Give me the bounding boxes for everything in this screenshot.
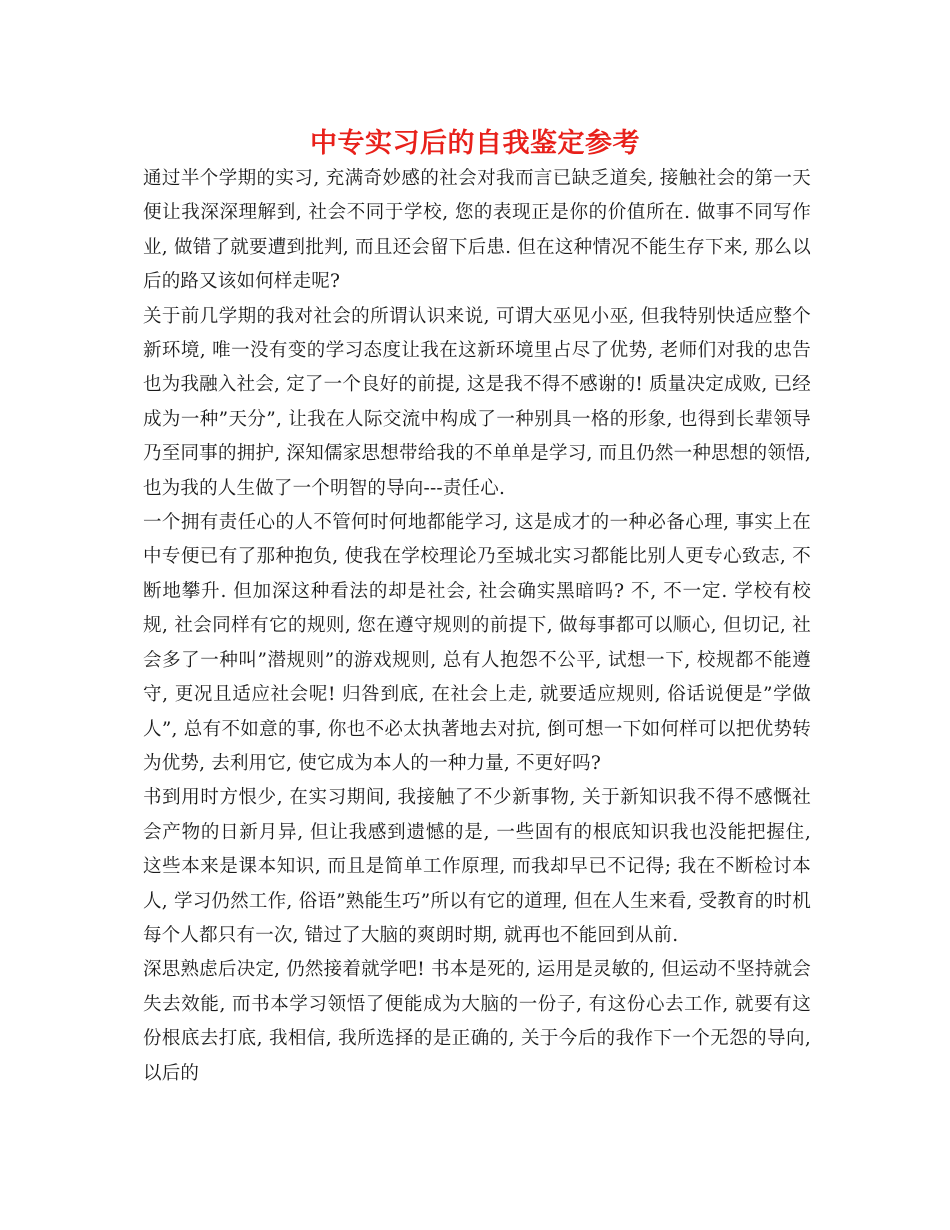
paragraph-3: 一个拥有责任心的人不管何时何地都能学习, 这是成才的一种必备心理, 事实上在中专便已有了那种抱负, 使我在学校理论乃至城北实习都能比别人更专心致志, 不断地攀升. 但加深这种看法的却是社会, 社会确实黑暗吗? 不, 不一定. 学校有校规, 社会同样有它的规则, 您在遵守规则的前提下, 做每事都可以顺心, 但切记, 社会多了一种叫”潜规则”的游戏规则, 总有人抱怨不公平, 试想一下, 校规都不能遵守, 更况且适应社会呢! 归咎到底, 在社会上走, 就要适应规则, 俗话说便是”学做人”, 总有不如意的事, 你也不必太执著地去对抗, 倒可想一下如何样可以把优势转为优势, 去利用它, 使它成为本人的一种力量, 不更好吗? [143,512,811,774]
document-body [143,162,811,1091]
paragraph-4: 书到用时方恨少, 在实习期间, 我接触了不少新事物, 关于新知识我不得不感慨社会产物的日新月异, 但让我感到遗憾的是, 一些固有的根底知识我也没能把握住, 这些本来是课本知识, 而且是简单工作原理, 而我却早已不记得; 我在不断检讨本人, 学习仍然工作, 俗语”熟能生巧”所以有它的道理, 但在人生来看, 受教育的时机每个人都只有一次, 错过了大脑的爽朗时期, 就再也不能回到从前. [143,787,811,946]
document-title: 中专实习后的自我鉴定参考 [310,128,640,159]
paragraph-2: 关于前几学期的我对社会的所谓认识来说, 可谓大巫见小巫, 但我特别快适应整个新环境, 唯一没有变的学习态度让我在这新环境里占尽了优势, 老师们对我的忠告也为我融入社会, 定了一个良好的前提, 这是我不得不感谢的! 质量决定成败, 已经成为一种”天分”, 让我在人际交流中构成了一种别具一格的形象, 也得到长辈领导乃至同事的拥护, 深知儒家思想带给我的不单单是学习, 而且仍然一种思想的领悟, 也为我的人生做了一个明智的导向---责任心. [143,305,811,499]
paragraph-5: 深思熟虑后决定, 仍然接着就学吧! 书本是死的, 运用是灵敏的, 但运动不坚持就会失去效能, 而书本学习领悟了便能成为大脑的一份子, 有这份心去工作, 就要有这份根底去打底, 我相信, 我所选择的是正确的, 关于今后的我作下一个无怨的导向, 以后的 [143,959,811,1084]
paragraph-1: 通过半个学期的实习, 充满奇妙感的社会对我而言已缺乏道矣, 接触社会的第一天便让我深深理解到, 社会不同于学校, 您的表现正是你的价值所在. 做事不同写作业, 做错了就要遭到批判, 而且还会留下后患. 但在这种情况不能生存下来, 那么以后的路又该如何样走呢? [143,168,811,293]
